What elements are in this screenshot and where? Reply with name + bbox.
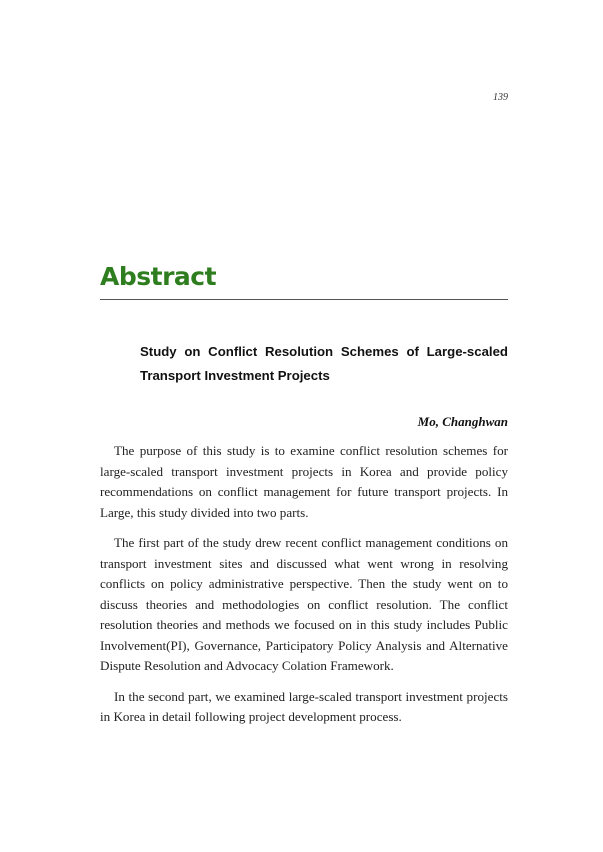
author-name: Mo, Changhwan [417, 414, 508, 429]
abstract-body [100, 441, 508, 738]
page-number: 139 [493, 92, 508, 103]
paper-title-line-2: Transport Investment Projects [140, 368, 330, 383]
abstract-paragraph-3: In the second part, we examined large-scaled transport investment projects in Korea in detail following project development process. [100, 688, 508, 724]
abstract-paragraph-2: The first part of the study drew recent conflict management conditions on transport investment sites and discussed what went wrong in resolving conflicts on policy administrative perspective. Then the study went on to discuss theories and methodologies on conflict resolution. The conflict resolution theories and methods we focused on in this study includes Public Involvement(PI), Governance, Participatory Policy Analysis and Alternative Dispute Resolution and Advocacy Colation Framework. [100, 535, 508, 673]
paper-title-line-1: Study on Conflict Resolution Schemes of Large-scaled [140, 344, 508, 359]
heading-divider [100, 299, 508, 300]
abstract-paragraph-1: The purpose of this study is to examine conflict resolution schemes for large-scaled transport investment projects in Korea and provide policy recommendations on conflict management for future transport projects. In Large, this study divided into two parts. [100, 443, 508, 520]
section-heading: Abstract [100, 262, 217, 291]
paper-title [140, 340, 508, 388]
